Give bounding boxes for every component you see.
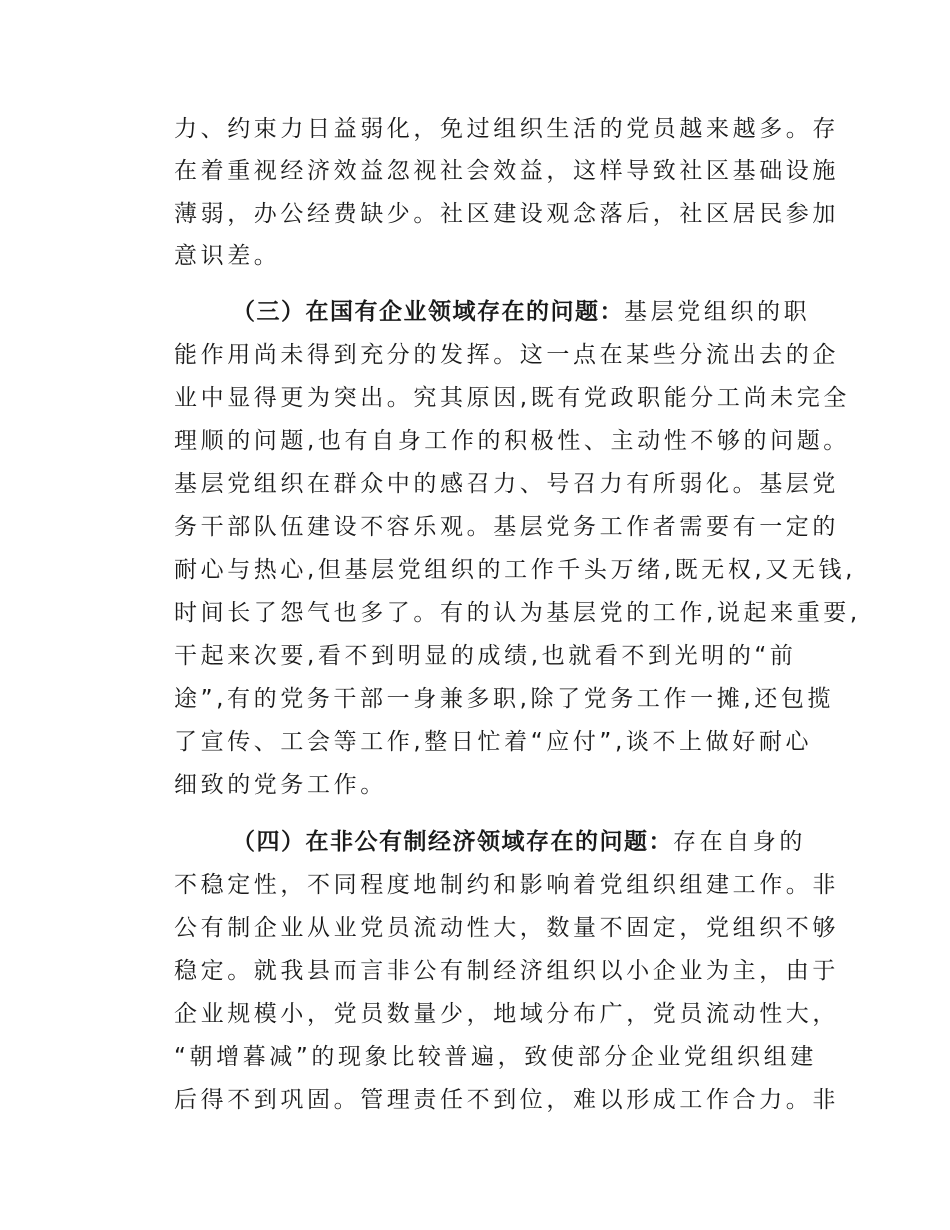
paragraph-2-line-2: 能作用尚未得到充分的发挥。这一点在某些分流出去的企 [174,342,839,368]
paragraph-2-line-3: 业中显得更为突出。究其原因,既有党政职能分工尚未完全 [174,385,850,411]
paragraph-2-line-4: 理顺的问题,也有自身工作的积极性、主动性不够的问题。 [174,428,850,454]
paragraph-3-line-4: 稳定。就我县而言非公有制经济组织以小企业为主，由于 [174,958,839,984]
paragraph-3-line-5: 企业规模小，党员数量少，地域分布广，党员流动性大， [174,1001,839,1027]
paragraph-3-first-line [232,827,806,857]
paragraph-2-line-9: 干起来次要,看不到明显的成绩,也就看不到光明的“前 [174,643,797,669]
paragraph-1-line-2: 在着重视经济效益忽视社会效益，这样导致社区基础设施 [174,158,839,184]
paragraph-3-line-3: 公有制企业从业党员流动性大，数量不固定，党组织不够 [174,915,839,941]
paragraph-3-line-6: “朝增暮减”的现象比较普遍，致使部分企业党组织组建 [174,1044,817,1070]
paragraph-1-line-3: 薄弱，办公经费缺少。社区建设观念落后，社区居民参加 [174,201,839,227]
paragraph-3-line-7: 后得不到巩固。管理责任不到位，难以形成工作合力。非 [174,1087,839,1113]
paragraph-1-line-4: 意识差。 [174,243,281,269]
paragraph-1-line-1: 力、约束力日益弱化，免过组织生活的党员越来越多。存 [174,116,839,142]
section-3-first-text: 基层党组织的职 [624,299,811,325]
section-3-heading: （三）在国有企业领域存在的问题： [232,299,624,325]
paragraph-2-first-line [232,297,810,327]
paragraph-2-line-8: 时间长了怨气也多了。有的认为基层党的工作,说起来重要, [174,600,861,626]
paragraph-2-line-12: 细致的党务工作。 [174,772,387,798]
paragraph-2-line-6: 务干部队伍建设不容乐观。基层党务工作者需要有一定的 [174,514,839,540]
section-4-first-text: 存在自身的 [673,829,806,855]
section-4-heading: （四）在非公有制经济领域存在的问题： [232,829,673,855]
paragraph-2-line-10: 途”,有的党务干部一身兼多职,除了党务工作一摊,还包揽 [174,686,835,712]
paragraph-2-line-7: 耐心与热心,但基层党组织的工作千头万绪,既无权,又无钱, [174,557,857,583]
paragraph-2-line-11: 了宣传、工会等工作,整日忙着“应付”,谈不上做好耐心 [174,729,813,755]
paragraph-3-line-2: 不稳定性，不同程度地制约和影响着党组织组建工作。非 [174,872,839,898]
paragraph-2-line-5: 基层党组织在群众中的感召力、号召力有所弱化。基层党 [174,471,839,497]
